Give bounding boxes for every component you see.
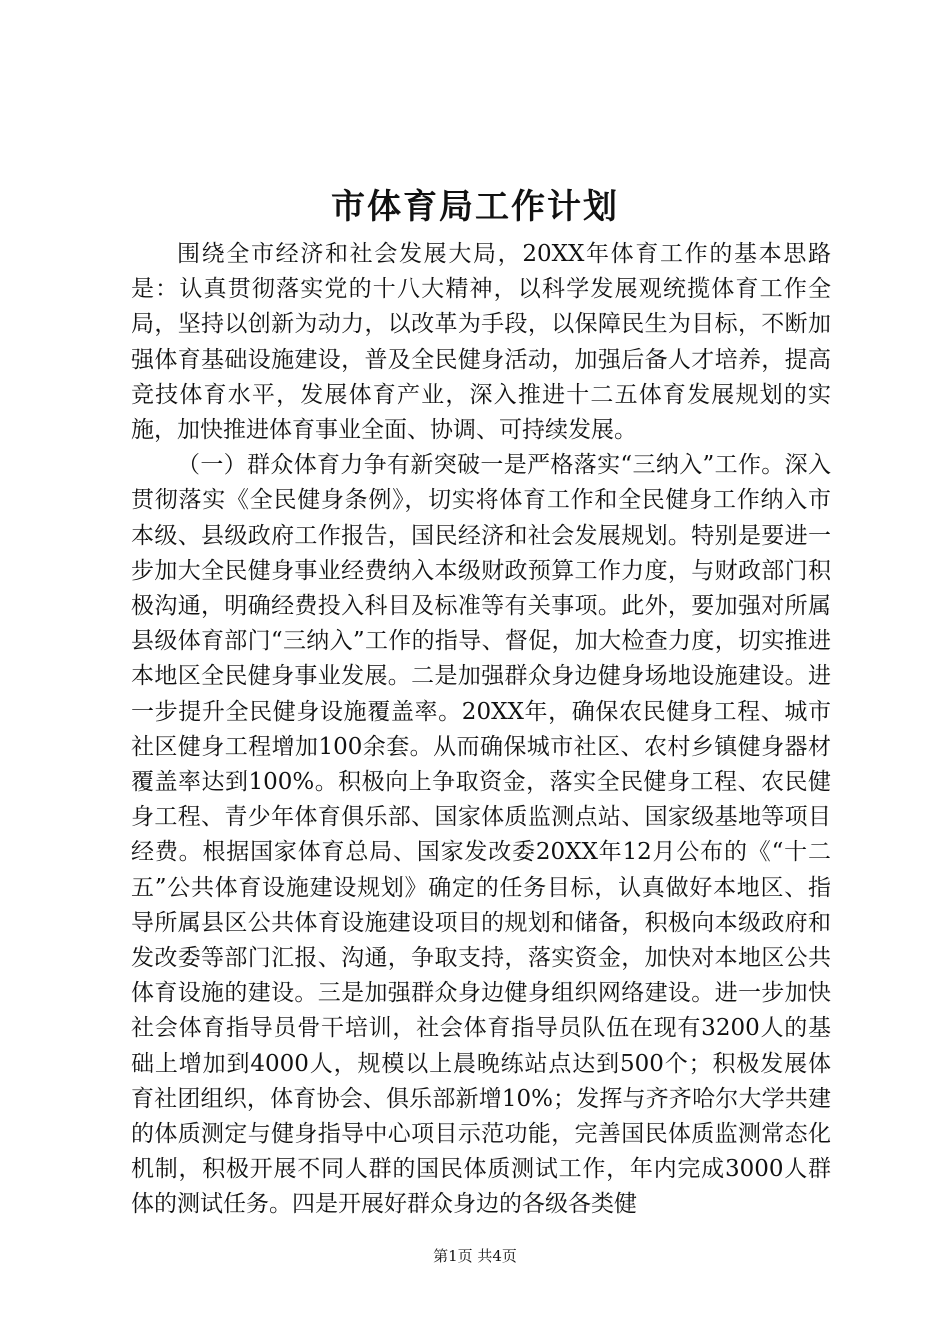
page-footer: 第1页 共4页 [433,1247,517,1265]
paragraph-intro: 围绕全市经济和社会发展大局，20XX年体育工作的基本思路是：认真贯彻落实党的十八大精神，以科学发展观统揽体育工作全局，坚持以创新为动力，以改革为手段，以保障民生为目标，不断加强体育基础设施建设，普及全民健身活动，加强后备人才培养，提高竞技体育水平，发展体育产业，深入推进十二五体育发展规划的实施，加快推进体育事业全面、协调、可持续发展。 [131,241,831,444]
document-body [131,237,831,1223]
paragraph-mass-sports: （一）群众体育力争有新突破一是严格落实“三纳入”工作。深入贯彻落实《全民健身条例》，切实将体育工作和全民健身工作纳入市本级、县级政府工作报告，国民经济和社会发展规划。特别是要进一步加大全民健身事业经费纳入本级财政预算工作力度，与财政部门积极沟通，明确经费投入科目及标准等有关事项。此外，要加强对所属县级体育部门“三纳入”工作的指导、督促，加大检查力度，切实推进本地区全民健身事业发展。二是加强群众身边健身场地设施建设。进一步提升全民健身设施覆盖率。20XX年，确保农民健身工程、城市社区健身工程增加100余套。从而确保城市社区、农村乡镇健身器材覆盖率达到100%。积极向上争取资金，落实全民健身工程、农民健身工程、青少年体育俱乐部、国家体质监测点站、国家级基地等项目经费。根据国家体育总局、国家发改委20XX年12月公布的《“十二五”公共体育设施建设规划》确定的任务目标，认真做好本地区、指导所属县区公共体育设施建设项目的规划和储备，积极向本级政府和发改委等部门汇报、沟通，争取支持，落实资金，加快对本地区公共体育设施的建设。三是加强群众身边健身组织网络建设。进一步加快社会体育指导员骨干培训，社会体育指导员队伍在现有3200人的基础上增加到4000人，规模以上晨晚练站点达到500个；积极发展体育社团组织，体育协会、俱乐部新增10%；发挥与齐齐哈尔大学共建的体质测定与健身指导中心项目示范功能，完善国民体质监测常态化机制，积极开展不同人群的国民体质测试工作，年内完成3000人群体的测试任务。四是开展好群众身边的各级各类健 [131,452,831,1218]
page-title: 市体育局工作计划 [331,187,619,227]
